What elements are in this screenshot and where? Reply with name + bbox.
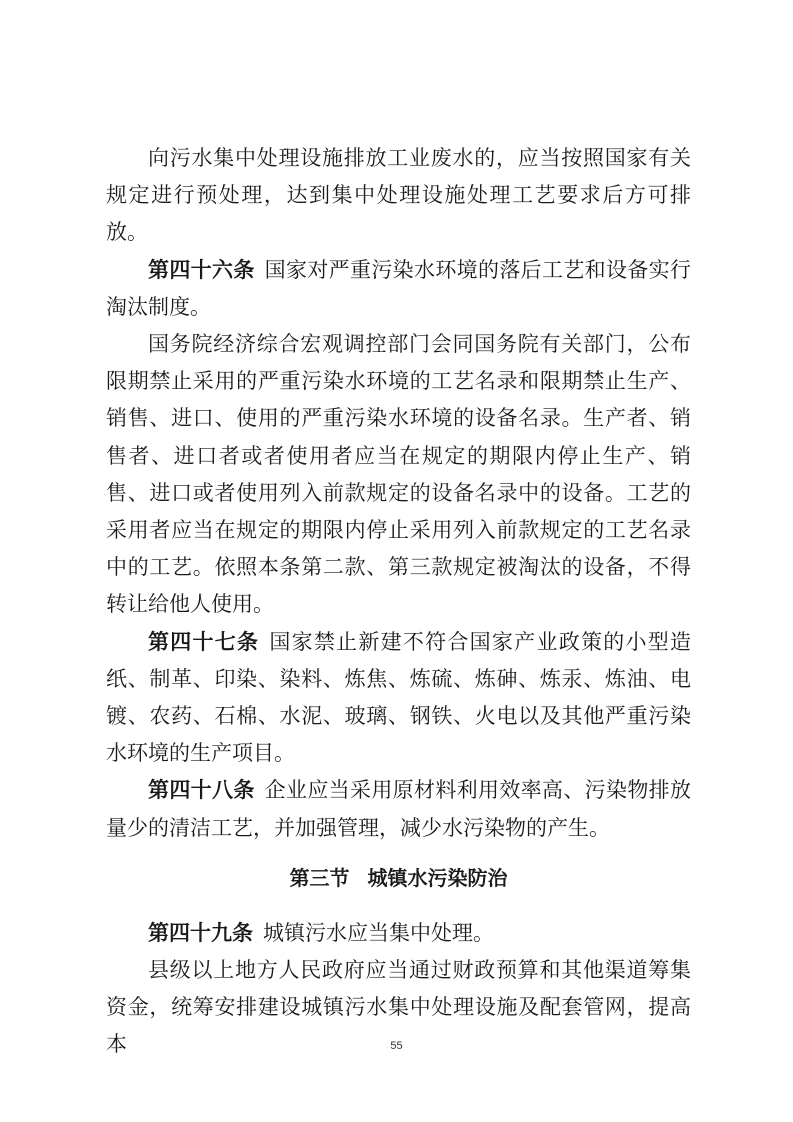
- paragraph: 第四十七条 国家禁止新建不符合国家产业政策的小型造纸、制革、印染、染料、炼焦、炼硫、炼砷、炼汞、炼油、电镀、农药、石棉、水泥、玻璃、钢铁、火电以及其他严重污染水环境的生产项目。: [106, 629, 692, 766]
- article-number: 第四十九条: [148, 920, 253, 945]
- paragraph: 第四十九条 城镇污水应当集中处理。: [148, 920, 494, 945]
- section-heading: [106, 863, 691, 893]
- paragraph: 向污水集中处理设施排放工业废水的，应当按照国家有关规定进行预处理，达到集中处理设施处理工艺要求后方可排放。: [106, 146, 691, 245]
- section-number: 第三节: [289, 865, 350, 890]
- paragraph: 县级以上地方人民政府应当通过财政预算和其他渠道筹集资金，统筹安排建设城镇污水集中处理设施及配套管网，提高本: [106, 958, 691, 1057]
- article-number: 第四十六条: [148, 257, 255, 282]
- document-page: [106, 140, 691, 1064]
- article-number: 第四十七条: [148, 629, 260, 654]
- section-title: 城镇水污染防治: [367, 865, 508, 890]
- paragraph: 国务院经济综合宏观调控部门会同国务院有关部门，公布限期禁止采用的严重污染水环境的工艺名录和限期禁止生产、销售、进口、使用的严重污染水环境的设备名录。生产者、销售者、进口者或者使用者应当在规定的期限内停止生产、销售、进口或者使用列入前款规定的设备名录中的设备。工艺的采用者应当在规定的期限内停止采用列入前款规定的工艺名录中的工艺。依照本条第二款、第三款规定被淘汰的设备，不得转让给他人使用。: [106, 332, 691, 617]
- paragraph: 第四十八条 企业应当采用原材料利用效率高、污染物排放量少的清洁工艺，并加强管理，减少水污染物的产生。: [106, 778, 692, 840]
- page-number: 55: [390, 1040, 403, 1052]
- paragraph: 第四十六条 国家对严重污染水环境的落后工艺和设备实行淘汰制度。: [106, 257, 692, 319]
- article-number: 第四十八条: [148, 778, 255, 803]
